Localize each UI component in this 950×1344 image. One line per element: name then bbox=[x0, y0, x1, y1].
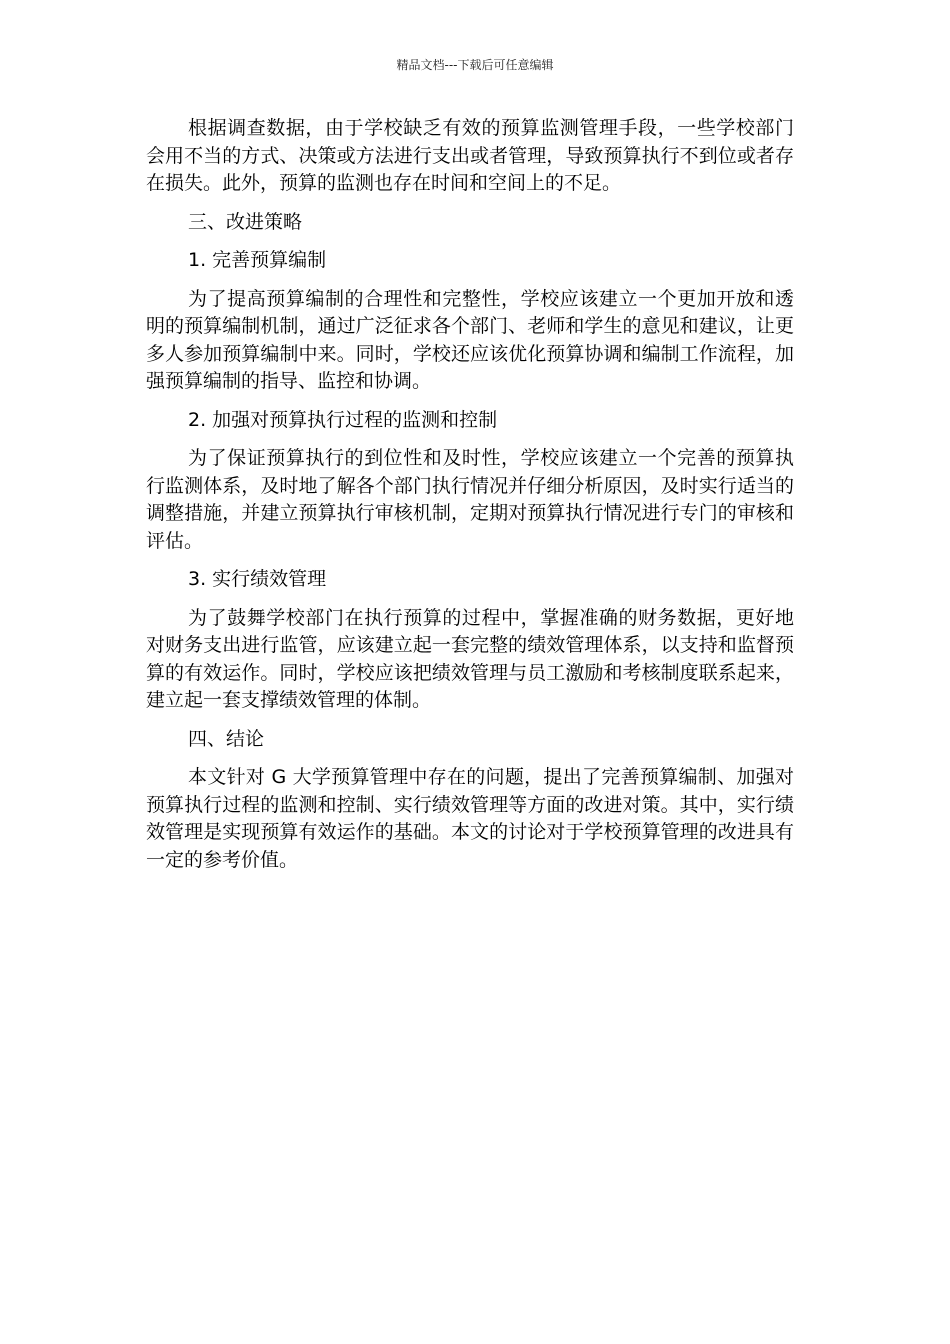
document-body bbox=[146, 115, 794, 885]
paragraph-budget-preparation: 为了提高预算编制的合理性和完整性，学校应该建立一个更加开放和透明的预算编制机制，通过广泛征求各个部门、老师和学生的意见和建议，让更多人参加预算编制中来。同时，学校还应该优化预算协调和编制工作流程，加强预算编制的指导、监控和协调。 bbox=[146, 287, 794, 392]
subheading-execution-monitoring: 2. 加强对预算执行过程的监测和控制 bbox=[188, 408, 498, 431]
paragraph-conclusion: 本文针对 G 大学预算管理中存在的问题，提出了完善预算编制、加强对预算执行过程的监测和控制、实行绩效管理等方面的改进对策。其中，实行绩效管理是实现预算有效运作的基础。本文的讨论对于学校预算管理的改进具有一定的参考价值。 bbox=[146, 766, 794, 871]
section-heading-improvement: 三、改进策略 bbox=[188, 210, 303, 233]
paragraph-survey: 根据调查数据，由于学校缺乏有效的预算监测管理手段，一些学校部门会用不当的方式、决策或方法进行支出或者管理，导致预算执行不到位或者存在损失。此外，预算的监测也存在时间和空间上的不足。 bbox=[146, 117, 794, 194]
page-header: 精品文档---下载后可任意编辑 bbox=[396, 58, 554, 72]
paragraph-execution-monitoring: 为了保证预算执行的到位性和及时性，学校应该建立一个完善的预算执行监测体系，及时地了解各个部门执行情况并仔细分析原因，及时实行适当的调整措施，并建立预算执行审核机制，定期对预算执行情况进行专门的审核和评估。 bbox=[146, 447, 794, 552]
subheading-performance-management: 3. 实行绩效管理 bbox=[188, 568, 327, 590]
subheading-budget-preparation: 1. 完善预算编制 bbox=[188, 249, 327, 271]
section-heading-conclusion: 四、结论 bbox=[188, 727, 265, 750]
paragraph-performance-management: 为了鼓舞学校部门在执行预算的过程中，掌握准确的财务数据，更好地对财务支出进行监管，应该建立起一套完整的绩效管理体系，以支持和监督预算的有效运作。同时，学校应该把绩效管理与员工激励和考核制度联系起来，建立起一套支撑绩效管理的体制。 bbox=[146, 606, 794, 711]
